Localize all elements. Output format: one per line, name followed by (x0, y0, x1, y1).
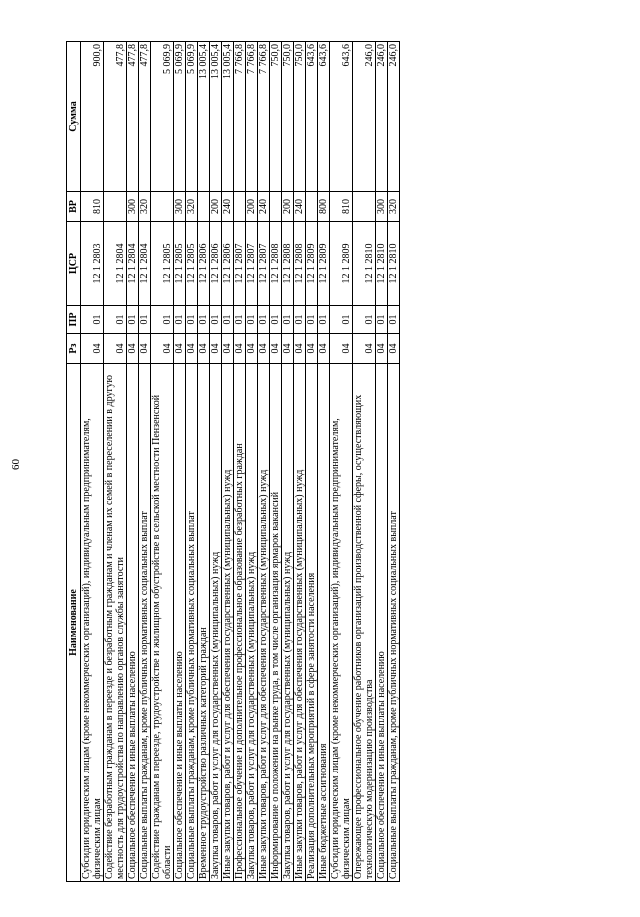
cell-vr: 240 (258, 192, 270, 222)
cell-vr (270, 192, 282, 222)
cell-sum: 246,0 (353, 42, 376, 192)
cell-pr: 01 (127, 306, 139, 334)
cell-csr: 12 1 2807 (234, 222, 246, 306)
cell-csr: 12 1 2810 (353, 222, 376, 306)
cell-rz: 04 (210, 334, 222, 364)
cell-name: Субсидии юридическим лицам (кроме некоммерческих организаций), индивидуальным предпринимателям, физическим лицам (81, 364, 104, 882)
page-number: 60 (10, 459, 22, 470)
cell-rz: 04 (353, 334, 376, 364)
header-csr: ЦСР (67, 222, 81, 306)
cell-rz: 04 (186, 334, 198, 364)
cell-csr: 12 1 2809 (318, 222, 330, 306)
cell-name: Закупка товаров, работ и услуг для государственных (муниципальных) нужд (210, 364, 222, 882)
cell-rz: 04 (376, 334, 388, 364)
table-row (151, 42, 174, 882)
cell-csr: 12 1 2806 (198, 222, 210, 306)
table-row (330, 42, 353, 882)
cell-vr: 320 (388, 192, 400, 222)
cell-csr: 12 1 2804 (127, 222, 139, 306)
cell-name: Содействие гражданам в переезде, трудоустройстве и жилищном обустройстве в сельской местности Пензенской области (151, 364, 174, 882)
cell-vr: 300 (174, 192, 186, 222)
header-vr: ВР (67, 192, 81, 222)
budget-table-sheet (66, 42, 514, 882)
cell-name: Иные закупки товаров, работ и услуг для обеспечения государственных (муниципальных) нужд (294, 364, 306, 882)
cell-sum: 5 069,9 (186, 42, 198, 192)
cell-pr: 01 (246, 306, 258, 334)
header-sum: Сумма (67, 42, 81, 192)
cell-pr: 01 (318, 306, 330, 334)
cell-vr: 320 (139, 192, 151, 222)
cell-vr: 320 (186, 192, 198, 222)
cell-rz: 04 (198, 334, 210, 364)
cell-vr: 200 (246, 192, 258, 222)
cell-vr: 200 (282, 192, 294, 222)
table-row (174, 42, 186, 882)
cell-rz: 04 (294, 334, 306, 364)
cell-csr: 12 1 2805 (151, 222, 174, 306)
cell-rz: 04 (318, 334, 330, 364)
table-row (306, 42, 318, 882)
table-row (104, 42, 127, 882)
cell-csr: 12 1 2808 (294, 222, 306, 306)
cell-rz: 04 (81, 334, 104, 364)
table-row (186, 42, 198, 882)
cell-csr: 12 1 2808 (282, 222, 294, 306)
cell-csr: 12 1 2810 (388, 222, 400, 306)
cell-csr: 12 1 2810 (376, 222, 388, 306)
cell-sum: 5 069,9 (151, 42, 174, 192)
table-row (222, 42, 234, 882)
cell-rz: 04 (330, 334, 353, 364)
table-row (270, 42, 282, 882)
cell-pr: 01 (198, 306, 210, 334)
cell-sum: 643,6 (330, 42, 353, 192)
cell-name: Социальные выплаты гражданам, кроме публичных нормативных социальных выплат (388, 364, 400, 882)
cell-pr: 01 (151, 306, 174, 334)
cell-vr: 810 (330, 192, 353, 222)
cell-vr: 800 (318, 192, 330, 222)
cell-name: Закупка товаров, работ и услуг для государственных (муниципальных) нужд (246, 364, 258, 882)
cell-vr (234, 192, 246, 222)
cell-csr: 12 1 2805 (174, 222, 186, 306)
cell-vr (198, 192, 210, 222)
cell-rz: 04 (139, 334, 151, 364)
table-row (318, 42, 330, 882)
cell-sum: 643,6 (306, 42, 318, 192)
cell-vr (104, 192, 127, 222)
cell-rz: 04 (151, 334, 174, 364)
cell-name: Социальное обеспечение и иные выплаты населению (376, 364, 388, 882)
budget-table (66, 41, 400, 882)
cell-name: Социальные выплаты гражданам, кроме публичных нормативных социальных выплат (139, 364, 151, 882)
cell-vr: 810 (81, 192, 104, 222)
cell-pr: 01 (353, 306, 376, 334)
cell-csr: 12 1 2805 (186, 222, 198, 306)
cell-name: Информирование о положении на рынке труда, в том числе организация ярмарок вакансий (270, 364, 282, 882)
cell-csr: 12 1 2803 (81, 222, 104, 306)
cell-pr: 01 (210, 306, 222, 334)
cell-name: Социальное обеспечение и иные выплаты населению (174, 364, 186, 882)
cell-sum: 750,0 (270, 42, 282, 192)
cell-sum: 7 766,8 (246, 42, 258, 192)
cell-name: Содействие безработным гражданам в переезде и безработным гражданам и членам их семей в переселении в другую местность для трудоустройства по направлению органов службы занятости (104, 364, 127, 882)
table-row (258, 42, 270, 882)
cell-sum: 246,0 (376, 42, 388, 192)
table-row (388, 42, 400, 882)
cell-sum: 13 005,4 (222, 42, 234, 192)
cell-sum: 750,0 (282, 42, 294, 192)
cell-name: Субсидии юридическим лицам (кроме некоммерческих организаций), индивидуальным предпринимателям, физическим лицам (330, 364, 353, 882)
table-body (81, 42, 400, 882)
cell-name: Иные бюджетные ассигнования (318, 364, 330, 882)
cell-rz: 04 (388, 334, 400, 364)
cell-name: Закупка товаров, работ и услуг для государственных (муниципальных) нужд (282, 364, 294, 882)
cell-vr (151, 192, 174, 222)
table-header-row (67, 42, 81, 882)
cell-sum: 5 069,9 (174, 42, 186, 192)
cell-rz: 04 (246, 334, 258, 364)
cell-pr: 01 (270, 306, 282, 334)
cell-sum: 477,8 (127, 42, 139, 192)
cell-pr: 01 (330, 306, 353, 334)
cell-pr: 01 (174, 306, 186, 334)
cell-pr: 01 (222, 306, 234, 334)
cell-vr: 300 (376, 192, 388, 222)
cell-pr: 01 (104, 306, 127, 334)
table-row (81, 42, 104, 882)
cell-pr: 01 (186, 306, 198, 334)
cell-pr: 01 (282, 306, 294, 334)
cell-rz: 04 (104, 334, 127, 364)
table-row (294, 42, 306, 882)
cell-name: Реализация дополнительных мероприятий в сфере занятости населения (306, 364, 318, 882)
cell-csr: 12 1 2806 (222, 222, 234, 306)
cell-name: Иные закупки товаров, работ и услуг для обеспечения государственных (муниципальных) нужд (222, 364, 234, 882)
cell-rz: 04 (222, 334, 234, 364)
cell-sum: 643,6 (318, 42, 330, 192)
cell-pr: 01 (234, 306, 246, 334)
table-row (353, 42, 376, 882)
cell-csr: 12 1 2807 (258, 222, 270, 306)
header-name: Наименование (67, 364, 81, 882)
table-row (127, 42, 139, 882)
table-row (376, 42, 388, 882)
table-row (246, 42, 258, 882)
cell-sum: 477,8 (139, 42, 151, 192)
cell-csr: 12 1 2804 (139, 222, 151, 306)
cell-vr (353, 192, 376, 222)
cell-rz: 04 (174, 334, 186, 364)
cell-vr: 200 (210, 192, 222, 222)
cell-rz: 04 (270, 334, 282, 364)
cell-name: Профессиональное обучение и дополнительное профессиональное образование безработных граждан (234, 364, 246, 882)
cell-sum: 750,0 (294, 42, 306, 192)
cell-sum: 13 005,4 (210, 42, 222, 192)
cell-sum: 13 005,4 (198, 42, 210, 192)
cell-sum: 900,0 (81, 42, 104, 192)
cell-csr: 12 1 2807 (246, 222, 258, 306)
cell-name: Социальное обеспечение и иные выплаты населению (127, 364, 139, 882)
cell-csr: 12 1 2804 (104, 222, 127, 306)
table-row (139, 42, 151, 882)
table-row (210, 42, 222, 882)
cell-csr: 12 1 2808 (270, 222, 282, 306)
cell-sum: 246,0 (388, 42, 400, 192)
cell-name: Иные закупки товаров, работ и услуг для обеспечения государственных (муниципальных) нужд (258, 364, 270, 882)
cell-pr: 01 (294, 306, 306, 334)
cell-sum: 477,8 (104, 42, 127, 192)
cell-name: Временное трудоустройство различных категорий граждан (198, 364, 210, 882)
cell-pr: 01 (376, 306, 388, 334)
cell-rz: 04 (282, 334, 294, 364)
cell-csr: 12 1 2806 (210, 222, 222, 306)
cell-pr: 01 (388, 306, 400, 334)
cell-vr: 240 (222, 192, 234, 222)
cell-pr: 01 (81, 306, 104, 334)
cell-vr (306, 192, 318, 222)
table-row (234, 42, 246, 882)
cell-csr: 12 1 2809 (306, 222, 318, 306)
cell-vr: 300 (127, 192, 139, 222)
header-pr: ПР (67, 306, 81, 334)
table-row (198, 42, 210, 882)
cell-rz: 04 (306, 334, 318, 364)
table-row (282, 42, 294, 882)
cell-sum: 7 766,8 (258, 42, 270, 192)
cell-pr: 01 (139, 306, 151, 334)
cell-pr: 01 (258, 306, 270, 334)
cell-pr: 01 (306, 306, 318, 334)
cell-rz: 04 (127, 334, 139, 364)
cell-rz: 04 (234, 334, 246, 364)
cell-sum: 7 766,8 (234, 42, 246, 192)
cell-name: Социальные выплаты гражданам, кроме публичных нормативных социальных выплат (186, 364, 198, 882)
cell-csr: 12 1 2809 (330, 222, 353, 306)
cell-vr: 240 (294, 192, 306, 222)
header-rz: Рз (67, 334, 81, 364)
cell-name: Опережающее профессиональное обучение работников организаций производственной сферы, осуществляющих технологическую модернизацию производства (353, 364, 376, 882)
cell-rz: 04 (258, 334, 270, 364)
